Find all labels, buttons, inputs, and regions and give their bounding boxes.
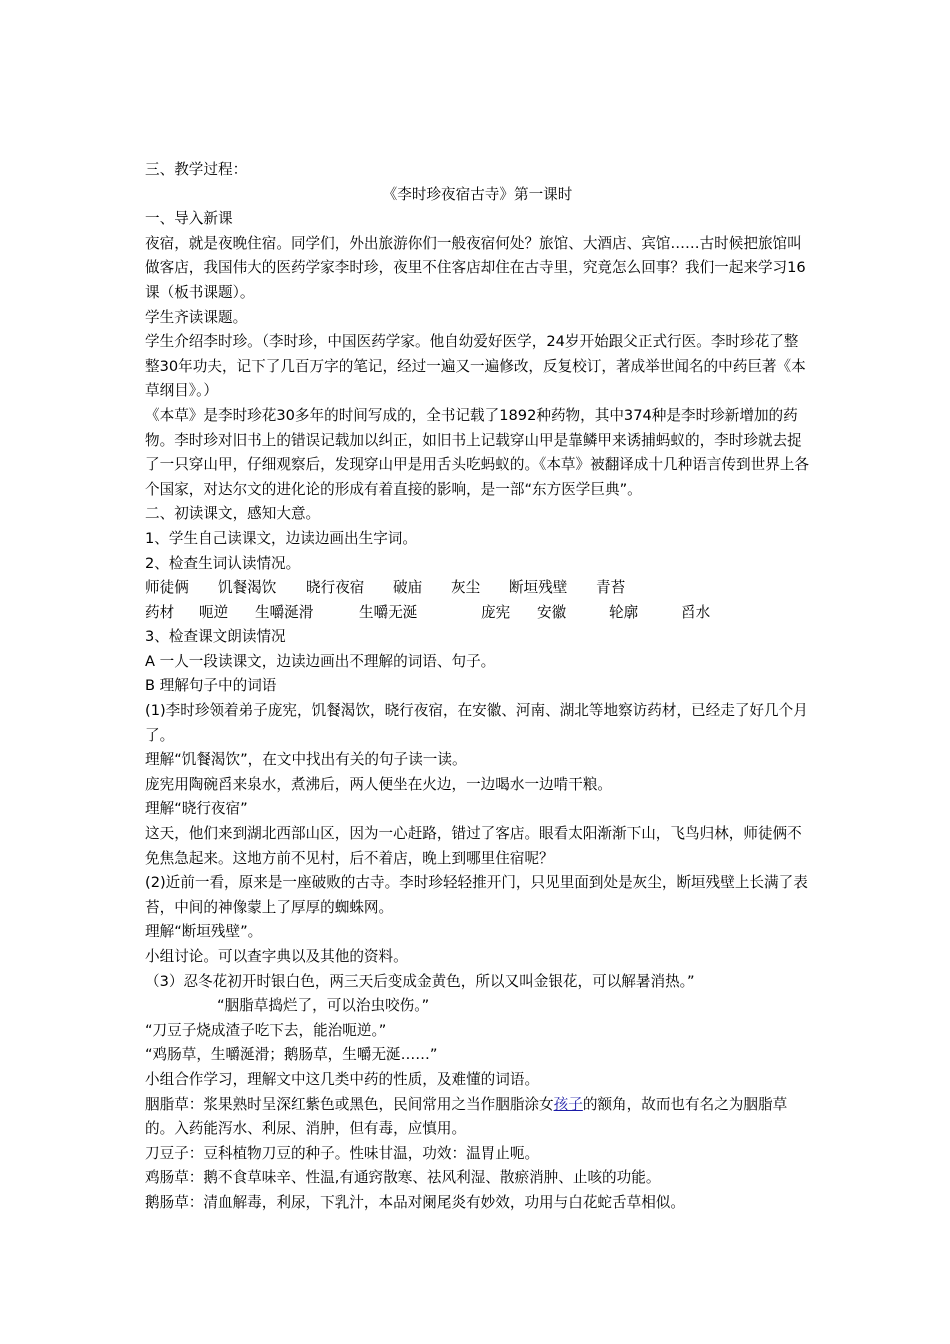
sentence-1: (1)李时珍领着弟子庞宪，饥餐渴饮，晓行夜宿，在安徽、河南、湖北等地察访药材，已经走了好几个月了。 xyxy=(145,702,808,744)
vocab-word: 生嚼无涎 xyxy=(359,603,418,621)
line-group-study: 小组合作学习，理解文中这几类中药的性质，及难懂的词语。 xyxy=(145,1070,540,1088)
line-understand-3: 理解“断垣残壁”。 xyxy=(145,923,263,941)
vocab-word: 生嚼涎滑 xyxy=(255,603,314,621)
quote-sword-bean: “刀豆子烧成渣子吃下去，能治呃逆。” xyxy=(145,1021,387,1039)
section-heading-intro: 一、导入新课 xyxy=(145,210,233,228)
definition-chickweed: 鸡肠草：鹅不食草味辛、性温,有通窍散寒、祛风利湿、散瘀消肿、止咳的功能。 xyxy=(145,1169,661,1187)
child-link[interactable]: 孩子 xyxy=(553,1095,583,1113)
vocab-word: 师徒俩 xyxy=(145,579,189,597)
line-group-discussion: 小组讨论。可以查字典以及其他的资料。 xyxy=(145,948,408,965)
definition-text: 胭脂草：浆果熟时呈深红紫色或黑色，民间常用之当作胭脂涂女 xyxy=(145,1095,554,1113)
vocab-word: 药材 xyxy=(145,603,175,621)
vocab-row-1 xyxy=(145,576,810,601)
vocab-word: 破庙 xyxy=(393,579,423,597)
definition-rouge-grass xyxy=(145,1093,810,1142)
step-3: 3、检查课文朗读情况 xyxy=(145,628,286,646)
vocab-word: 舀水 xyxy=(681,603,711,621)
vocab-word: 青苔 xyxy=(596,579,626,597)
step-1: 1、学生自己读课文，边读边画出生字词。 xyxy=(145,529,417,547)
vocab-word: 安徽 xyxy=(537,603,567,621)
paragraph-bencao: 《本草》是李时珍花30多年的时间写成的，全书记载了1892种药物，其中374种是李时珍新增加的药物。李时珍对旧书上的错误记载加以纠正，如旧书上记载穿山甲是靠鳞甲来诱捕蚂蚁的，李时珍就去捉了一只穿山甲，仔细观察后，发现穿山甲是用舌头吃蚂蚁的。《本草》被翻译成十几种语言传到世界上各个国家，对达尔文的进化论的形成有着直接的影响，是一部“东方医学巨典”。 xyxy=(145,406,810,498)
vocab-word: 庞宪 xyxy=(481,603,511,621)
definition-text: 的额角，故而也有名之为胭脂草的。入药能泻水、利尿、消肿，但有毒，应慎用。 xyxy=(145,1095,788,1138)
line-understand-1: 理解“饥餐渴饮”，在文中找出有关的句子读一读。 xyxy=(145,751,467,769)
vocab-word: 晓行夜宿 xyxy=(306,579,365,597)
vocab-word: 呃逆 xyxy=(199,603,229,621)
definition-goose-grass: 鹅肠草：清血解毒，利尿，下乳汁，本品对阑尾炎有妙效，功用与白花蛇舌草相似。 xyxy=(145,1193,685,1211)
vocab-word: 饥餐渴饮 xyxy=(218,579,277,597)
sentence-3: （3）忍冬花初开时银白色，两三天后变成金黄色，所以又叫金银花，可以解暑消热。” xyxy=(145,972,695,990)
quote-rouge-grass: “胭脂草捣烂了，可以治虫咬伤。” xyxy=(217,997,430,1015)
line-quote-1: 庞宪用陶碗舀来泉水，煮沸后，两人便坐在火边，一边喝水一边啃干粮。 xyxy=(145,775,613,793)
lesson-title: 《李时珍夜宿古寺》第一课时 xyxy=(382,185,573,203)
definition-sword-bean: 刀豆子：豆科植物刀豆的种子。性味甘温，功效：温胃止呃。 xyxy=(145,1144,540,1162)
step-3b: B 理解句子中的词语 xyxy=(145,677,277,695)
sentence-2: (2)近前一看，原来是一座破败的古寺。李时珍轻轻推开门，只见里面到处是灰尘，断垣残壁上长满了表苔，中间的神像蒙上了厚厚的蜘蛛网。 xyxy=(145,874,808,916)
line-read-title: 学生齐读课题。 xyxy=(145,308,248,326)
step-2: 2、检查生词认读情况。 xyxy=(145,554,301,572)
vocab-row-2 xyxy=(145,601,810,626)
document-body xyxy=(145,158,810,1216)
step-3a: A 一人一段读课文，边读边画出不理解的词语、句子。 xyxy=(145,652,496,670)
line-understand-2: 理解“晓行夜宿” xyxy=(145,800,248,818)
quote-chickweed: “鸡肠草，生嚼涎滑；鹅肠草，生嚼无涎……” xyxy=(145,1046,438,1064)
vocab-word: 断垣残壁 xyxy=(509,579,568,597)
paragraph-intro: 夜宿，就是夜晚住宿。同学们，外出旅游你们一般夜宿何处？旅馆、大酒店、宾馆……古时候把旅馆叫做客店，我国伟大的医药学家李时珍，夜里不住客店却住在古寺里，究竟怎么回事？我们一起来学习16课（板书课题）。 xyxy=(145,234,806,301)
vocab-word: 轮廓 xyxy=(609,603,639,621)
section-heading-first-reading: 二、初读课文，感知大意。 xyxy=(145,505,321,523)
section-heading-teaching-process: 三、教学过程： xyxy=(145,161,248,178)
paragraph-li-shizhen-intro: 学生介绍李时珍。（李时珍，中国医药学家。他自幼爱好医学，24岁开始跟父正式行医。李时珍花了整整30年功夫，记下了几百万字的笔记，经过一遍又一遍修改，反复校订，著成举世闻名的中药巨著《本草纲目》。） xyxy=(145,333,806,400)
paragraph-quote-2: 这天，他们来到湖北西部山区，因为一心赶路，错过了客店。眼看太阳渐渐下山，飞鸟归林，师徒俩不免焦急起来。这地方前不见村，后不着店，晚上到哪里住宿呢？ xyxy=(145,825,802,867)
vocab-word: 灰尘 xyxy=(451,579,481,597)
